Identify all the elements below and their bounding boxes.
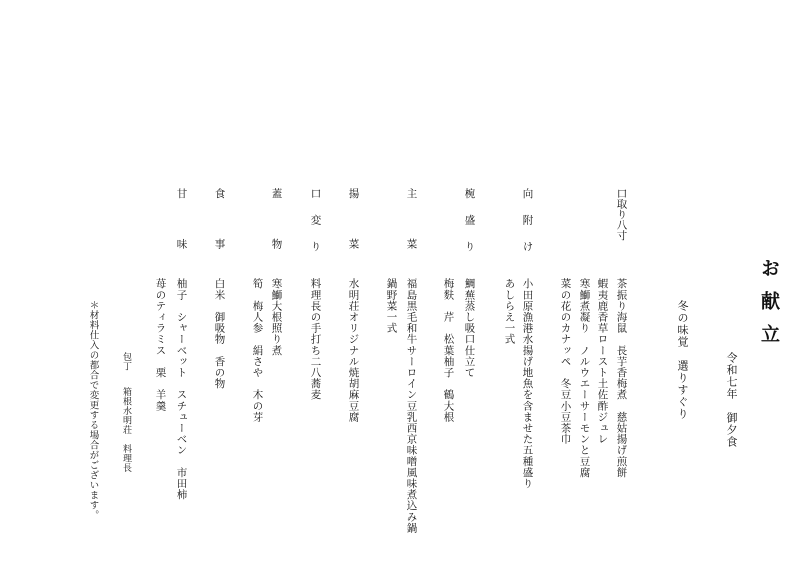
course-item: 水明荘オリジナル焼胡麻豆腐 (347, 278, 360, 423)
course-item: 菜の花のカナッペ 冬豆小豆茶巾 (559, 278, 572, 445)
course-category: 口変り (309, 188, 322, 268)
course-item: あしらえ一式 (503, 278, 516, 345)
course-item: 苺のティラミス 栗 羊羹 (154, 278, 167, 412)
course-category: 揚菜 (347, 188, 360, 289)
course-item: 白米 御吸物 香の物 (213, 278, 226, 389)
theme-line: 冬の味覚 選りすぐり (676, 300, 689, 420)
course-category: 椀盛り (463, 188, 476, 268)
course-item: 柚子 シャーベット スチューベン 市田柿 (175, 278, 188, 500)
course-item: 筍 梅人参 絹さや 木の芽 (251, 278, 264, 423)
page-title: お献立 (758, 258, 780, 357)
course-category: 食事 (213, 188, 226, 289)
course-category: 甘味 (175, 188, 188, 289)
disclaimer-note: ＊材料仕入の都合で変更する場合がございます。 (87, 300, 99, 520)
course-category: 主菜 (405, 188, 418, 289)
date-line: 令和七年 御夕食 (725, 352, 738, 448)
course-item: 蝦夷鹿香草ロースト土佐酢ジュレ (596, 278, 609, 445)
course-item: 寒鰤煮凝り ノルウエーサーモンと豆腐 (578, 278, 591, 478)
course-item: 小田原漁港水揚げ地魚を含ませた五種盛り (521, 278, 534, 489)
course-item: 鯛蕪蒸し吸口仕立て (463, 278, 476, 378)
course-item: 茶振り海鼠 長芋香梅煮 慈姑揚げ煎餅 (615, 278, 628, 478)
course-item: 鍋野菜一式 (385, 278, 398, 334)
course-item: 福島黒毛和牛サーロイン豆乳西京味噌風味煮込み鍋 (405, 278, 418, 534)
course-item: 料理長の手打ち二八蕎麦 (309, 278, 322, 401)
chef-signature (121, 352, 130, 473)
signature-name: 箱根水明荘 料理長 (121, 387, 131, 473)
course-category: 向附け (521, 188, 534, 268)
signature-prefix: 包丁 (121, 352, 131, 371)
course-category: 口取り八寸 (615, 188, 628, 241)
course-item: 梅麩 芹 松葉柚子 鶴大根 (442, 278, 455, 423)
course-category: 蓋物 (270, 188, 283, 289)
course-item: 寒鰤大根照り煮 (270, 278, 283, 356)
